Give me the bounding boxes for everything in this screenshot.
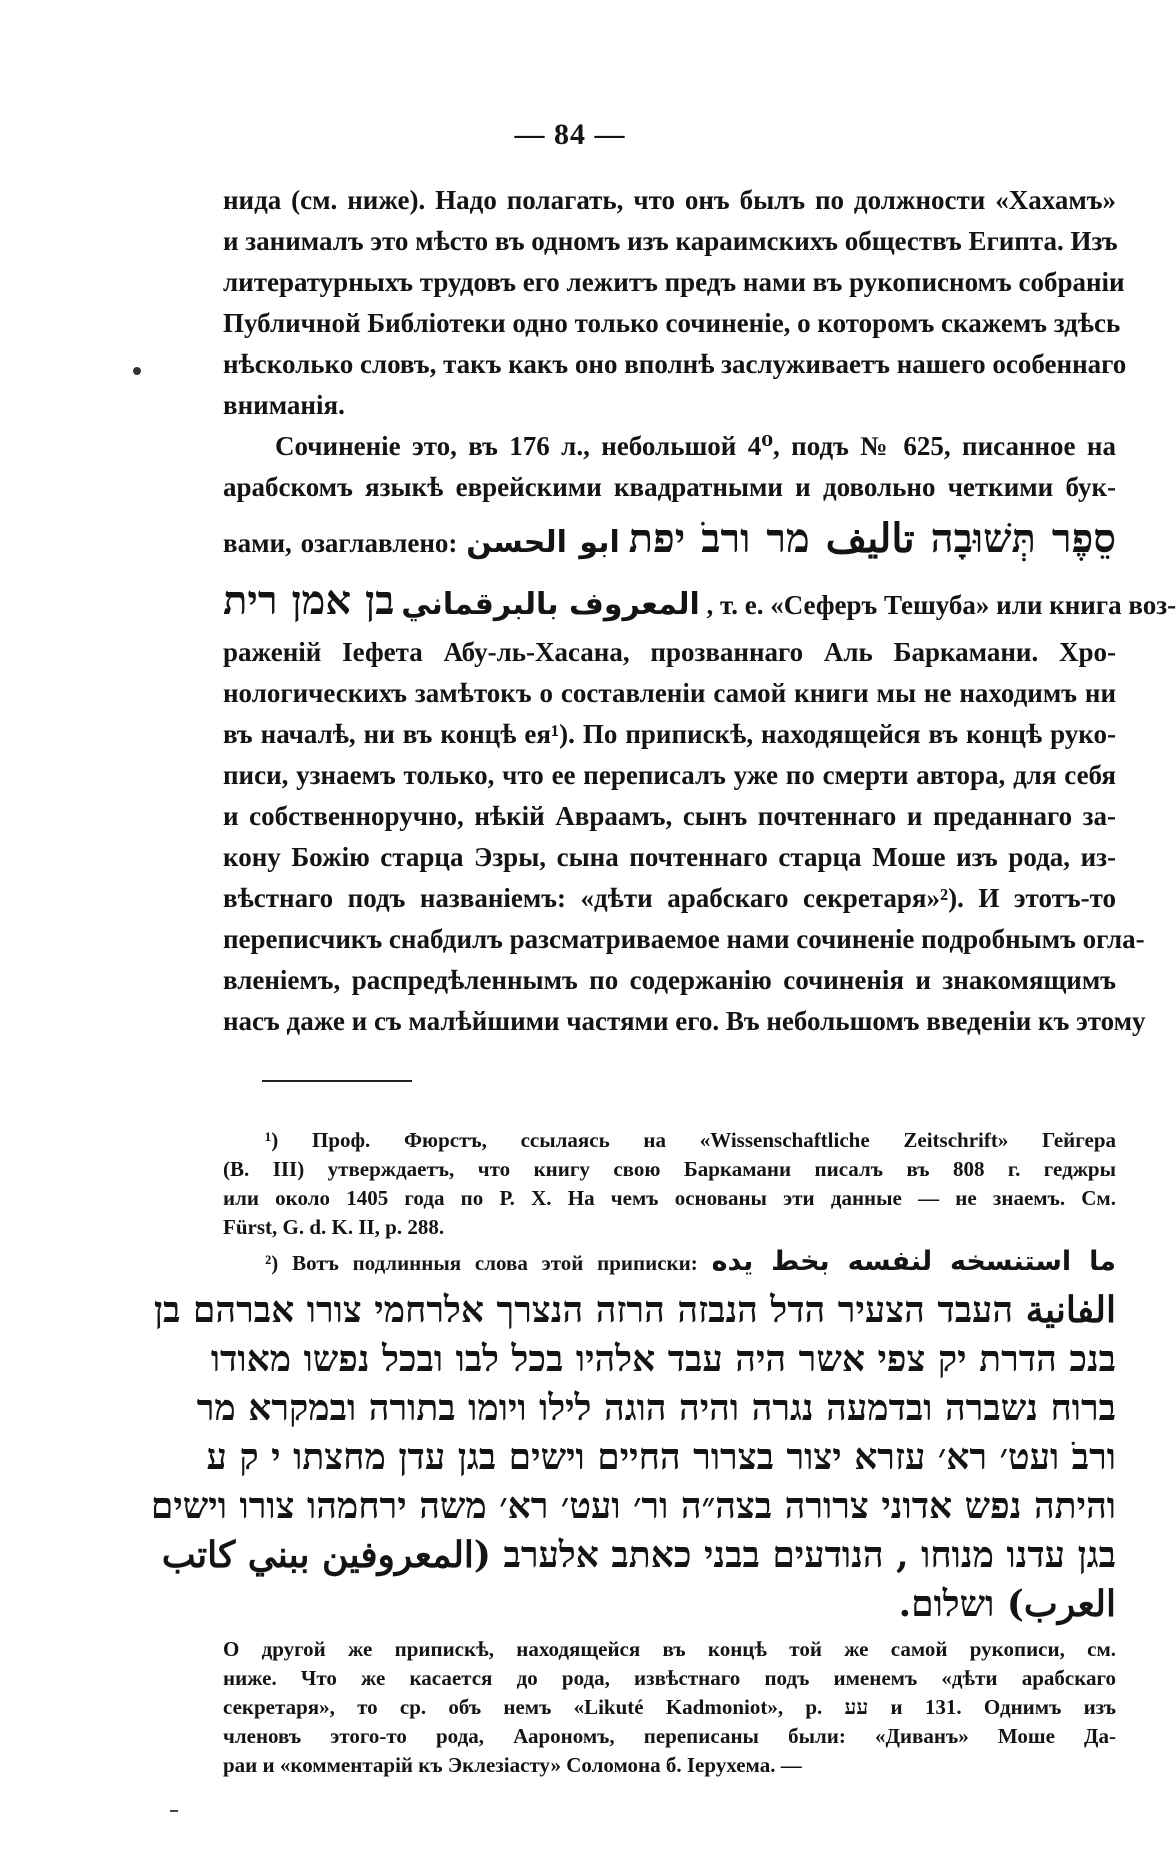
hebrew-quote-line: الفانية העבד הצעיר הדל הנבזה הרזה הנצרך אלרחמי צורו אברהם בן bbox=[153, 1289, 1116, 1331]
text-line: нида (см. ниже). Надо полагать, что онъ былъ по должности «Хахамъ» bbox=[223, 185, 1116, 215]
text-line: вленіемъ, распредѣленнымъ по содержанію сочиненія и знакомящимъ bbox=[223, 965, 1116, 995]
text-line: Сочиненіе это, въ 176 л., небольшой 4⁰, подъ № 625, писанное на bbox=[275, 431, 1116, 461]
title-line-2 bbox=[223, 570, 1176, 632]
margin-mark bbox=[133, 367, 141, 375]
footnote-separator bbox=[262, 1080, 412, 1082]
title-hebrew-2: בן אמן רית bbox=[223, 577, 395, 624]
hebrew-quote-line: العرب) ושלום. bbox=[898, 1583, 1116, 1625]
hebrew-quote-line: בגן עדנו מנוחו , הנודעים בבני כאתב אלערב (المعروفين ببني كاتب bbox=[161, 1534, 1116, 1576]
footnote-line: или около 1405 года по Р. Х. На чемъ основаны эти данные — не знаемъ. См. bbox=[223, 1186, 1116, 1210]
main-text bbox=[223, 180, 1176, 1042]
text-line: и собственноручно, нѣкій Авраамъ, сынъ почтеннаго и преданнаго за- bbox=[223, 801, 1116, 831]
bottom-margin-mark bbox=[170, 1810, 178, 1812]
text-line: кону Божію старца Эзры, сына почтеннаго старца Моше изъ рода, из- bbox=[223, 842, 1116, 872]
text-line: Публичной Библіотеки одно только сочиненіе, о которомъ скажемъ здѣсь bbox=[223, 308, 1121, 338]
footnote-2-hebrew-block bbox=[150, 1286, 1116, 1629]
page-number: — 84 — bbox=[514, 118, 626, 151]
main-paragraph-2 bbox=[223, 632, 1146, 1042]
footnote-1 bbox=[223, 1126, 1116, 1242]
text-line: вниманія. bbox=[223, 390, 345, 420]
hebrew-quote-line: ברוח נשברה ובדמעה נגרה והיה הוגה לילו ויומו בתורה ובמקרא מר bbox=[196, 1387, 1116, 1429]
hebrew-quote-line: ורבֹ ועט׳ רא׳ עזרא יצור בצרור החיים וישים בגן עדן מחצתו י ק ע bbox=[206, 1436, 1116, 1478]
title-arabic-name: ابو الحسن bbox=[466, 525, 620, 560]
footnote-line: членовъ этого-то рода, Аарономъ, переписаны были: «Диванъ» Моше Да- bbox=[223, 1724, 1116, 1748]
footnote-line: ¹) Проф. Фюрстъ, ссылаясь на «Wissenschaftliche Zeitschrift» Гейгера bbox=[265, 1128, 1116, 1152]
title-line bbox=[223, 508, 1116, 570]
text-line: переписчикъ снабдилъ разсматриваемое нами сочиненіе подробнымъ огла- bbox=[223, 924, 1145, 954]
footnote-2-arabic: ما استنسخه لنفسه بخط يده bbox=[711, 1246, 1116, 1277]
footnotes bbox=[150, 1126, 1117, 1780]
text-line: нологическихъ замѣтокъ о составленіи самой книги мы не находимъ ни bbox=[223, 678, 1116, 708]
text-line: насъ даже и съ малѣйшими частями его. Въ небольшомъ введеніи къ этому bbox=[223, 1006, 1146, 1036]
main-paragraph-1 bbox=[223, 180, 1127, 508]
title-arabic-2: المعروف بالبرقماني bbox=[401, 587, 700, 622]
title-line-prefix: вами, озаглавлено: bbox=[223, 528, 458, 558]
text-line: нѣсколько словъ, такъ какъ оно вполнѣ заслуживаетъ нашего особеннаго bbox=[223, 349, 1127, 379]
footnote-line: секретаря», то ср. объ немъ «Likuté Kadmoniot», р. עע и 131. Однимъ изъ bbox=[223, 1695, 1117, 1719]
hebrew-quote-line: בנכ הדרת יק צפי אשר היה עבד אלהיו בכל לבו ובכל נפשו מאודו bbox=[210, 1338, 1116, 1380]
text-line: раженій Іефета Абу-ль-Хасана, прозваннаго Аль Баркамани. Хро- bbox=[223, 637, 1116, 667]
hebrew-quote-line: והיתה נפש אדוני צרורה בצה״ה ור׳ ועט׳ רא׳ משה ירחמהו צורו וישים bbox=[150, 1485, 1116, 1527]
title-hebrew: סֵפֶר תְּשׁוּבָה تاليف מר ורבֹ יפת bbox=[628, 515, 1117, 562]
footnote-line: (В. III) утверждаетъ, что книгу свою Баркамани писалъ въ 808 г. геджры bbox=[223, 1157, 1116, 1181]
text-line: и занималъ это мѣсто въ одномъ изъ караимскихъ обществъ Египта. Изъ bbox=[223, 226, 1118, 256]
title-line-suffix: , т. е. «Сеферъ Тешуба» или книга воз- bbox=[706, 590, 1176, 620]
text-line: вѣстнаго подъ названіемъ: «дѣти арабскаго секретаря»²). И этотъ-то bbox=[223, 883, 1116, 913]
footnote-2-head bbox=[223, 1242, 1116, 1282]
text-line: въ началѣ, ни въ концѣ ея¹). По припискѣ, находящейся въ концѣ руко- bbox=[223, 719, 1116, 749]
text-line: арабскомъ языкѣ еврейскими квадратными и довольно четкими бук- bbox=[223, 472, 1116, 502]
footnote-2-tail bbox=[223, 1635, 1116, 1780]
text-line: литературныхъ трудовъ его лежитъ предъ нами въ рукописномъ собраніи bbox=[223, 267, 1125, 297]
footnote-2-prefix: ²) Вотъ подлинныя слова этой приписки: bbox=[265, 1251, 698, 1275]
footnote-line: О другой же припискѣ, находящейся въ концѣ той же самой рукописи, см. bbox=[223, 1637, 1116, 1661]
footnote-line: Fürst, G. d. K. II, p. 288. bbox=[223, 1215, 445, 1239]
footnote-line: ниже. Что же касается до рода, извѣстнаго подъ именемъ «дѣти арабскаго bbox=[223, 1666, 1116, 1690]
text-line: писи, узнаемъ только, что ее переписалъ уже по смерти автора, для себя bbox=[223, 760, 1116, 790]
footnote-line: раи и «комментарій къ Эклезіасту» Соломона б. Іерухема. — bbox=[223, 1753, 802, 1777]
